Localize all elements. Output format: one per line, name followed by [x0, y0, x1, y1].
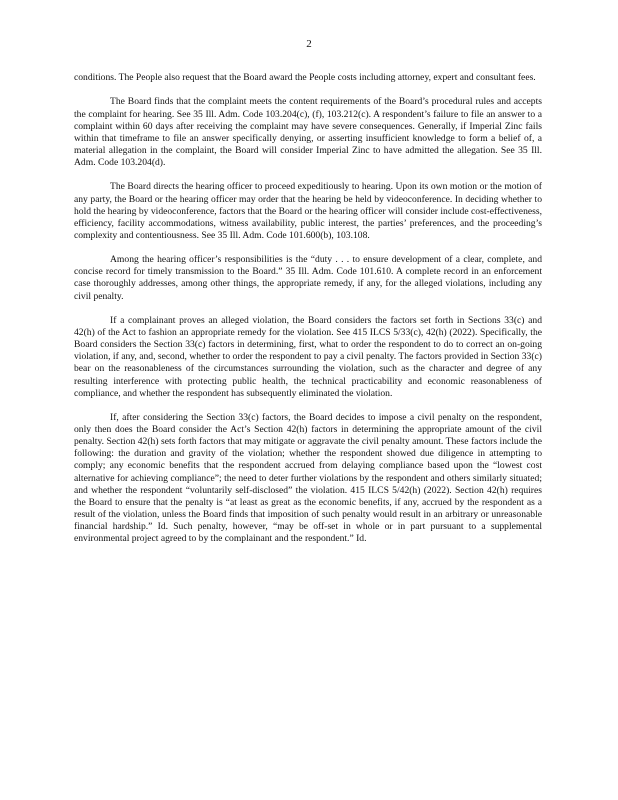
paragraph-complaint-acceptance: The Board finds that the complaint meets the content requirements of the Board’s procedural rules and accepts the complaint for hearing. See 35 Ill. Adm. Code 103.204(c), (f), 103.212(c). A respondent’s failure to file an answer to a complaint within 60 days after receiving the complaint may have severe consequences. Generally, if Imperial Zinc fails within that timeframe to file an answer specifically denying, or asserting insufficient knowledge to form a belief of, a material allegation in the complaint, the Board will consider Imperial Zinc to have admitted the allegation. See 35 Ill. Adm. Code 103.204(d).: [74, 96, 542, 168]
document-body: [74, 72, 542, 545]
paragraph-costs-request: conditions. The People also request that the Board award the People costs including attorney, expert and consultant fees.: [74, 72, 536, 83]
paragraph-section-42h-factors: If, after considering the Section 33(c) factors, the Board decides to impose a civil penalty on the respondent, only then does the Board consider the Act’s Section 42(h) factors in determining the appropriate amount of the civil penalty. Section 42(h) sets forth factors that may mitigate or aggravate the civil penalty amount. These factors include the following: the duration and gravity of the violation; whether the respondent showed due diligence in attempting to comply; any economic benefits that the respondent accrued from delaying compliance based upon the “lowest cost alternative for achieving compliance”; the need to deter further violations by the respondent and others similarly situated; and whether the respondent “voluntarily self-disclosed” the violation. 415 ILCS 5/42(h) (2022). Section 42(h) requires the Board to ensure that the penalty is “at least as great as the economic benefits, if any, accrued by the respondent as a result of the violation, unless the Board finds that imposition of such penalty would result in an arbitrary or unreasonable financial hardship.” Id. Such penalty, however, “may be off-set in whole or in part pursuant to a supplemental environmental project agreed to by the complainant and the respondent.” Id.: [74, 412, 542, 545]
paragraph-hearing-officer-duties: Among the hearing officer’s responsibilities is the “duty . . . to ensure development of a clear, complete, and concise record for timely transmission to the Board.” 35 Ill. Adm. Code 101.610. A complete record in an enforcement case thoroughly addresses, among other things, the appropriate remedy, if any, for the alleged violations, including any civil penalty.: [74, 254, 542, 302]
page-number: 2: [306, 38, 312, 50]
paragraph-hearing-directive: The Board directs the hearing officer to proceed expeditiously to hearing. Upon its own motion or the motion of any party, the Board or the hearing officer may order that the hearing be held by videoconference. In deciding whether to hold the hearing by videoconference, factors that the Board or the hearing officer will consider include cost-effectiveness, efficiency, facility accommodations, witness availability, public interest, the parties’ preferences, and the proceeding’s complexity and contentiousness. See 35 Ill. Adm. Code 101.600(b), 103.108.: [74, 181, 542, 241]
paragraph-section-33c-factors: If a complainant proves an alleged violation, the Board considers the factors set forth in Sections 33(c) and 42(h) of the Act to fashion an appropriate remedy for the violation. See 415 ILCS 5/33(c), 42(h) (2022). Specifically, the Board considers the Section 33(c) factors in determining, first, what to order the respondent to do to correct an on-going violation, if any, and, second, whether to order the respondent to pay a civil penalty. The factors provided in Section 33(c) bear on the reasonableness of the circumstances surrounding the violation, such as the character and degree of any resulting interference with protecting public health, the technical practicability and economic reasonableness of compliance, and whether the respondent has subsequently eliminated the violation.: [74, 315, 542, 399]
